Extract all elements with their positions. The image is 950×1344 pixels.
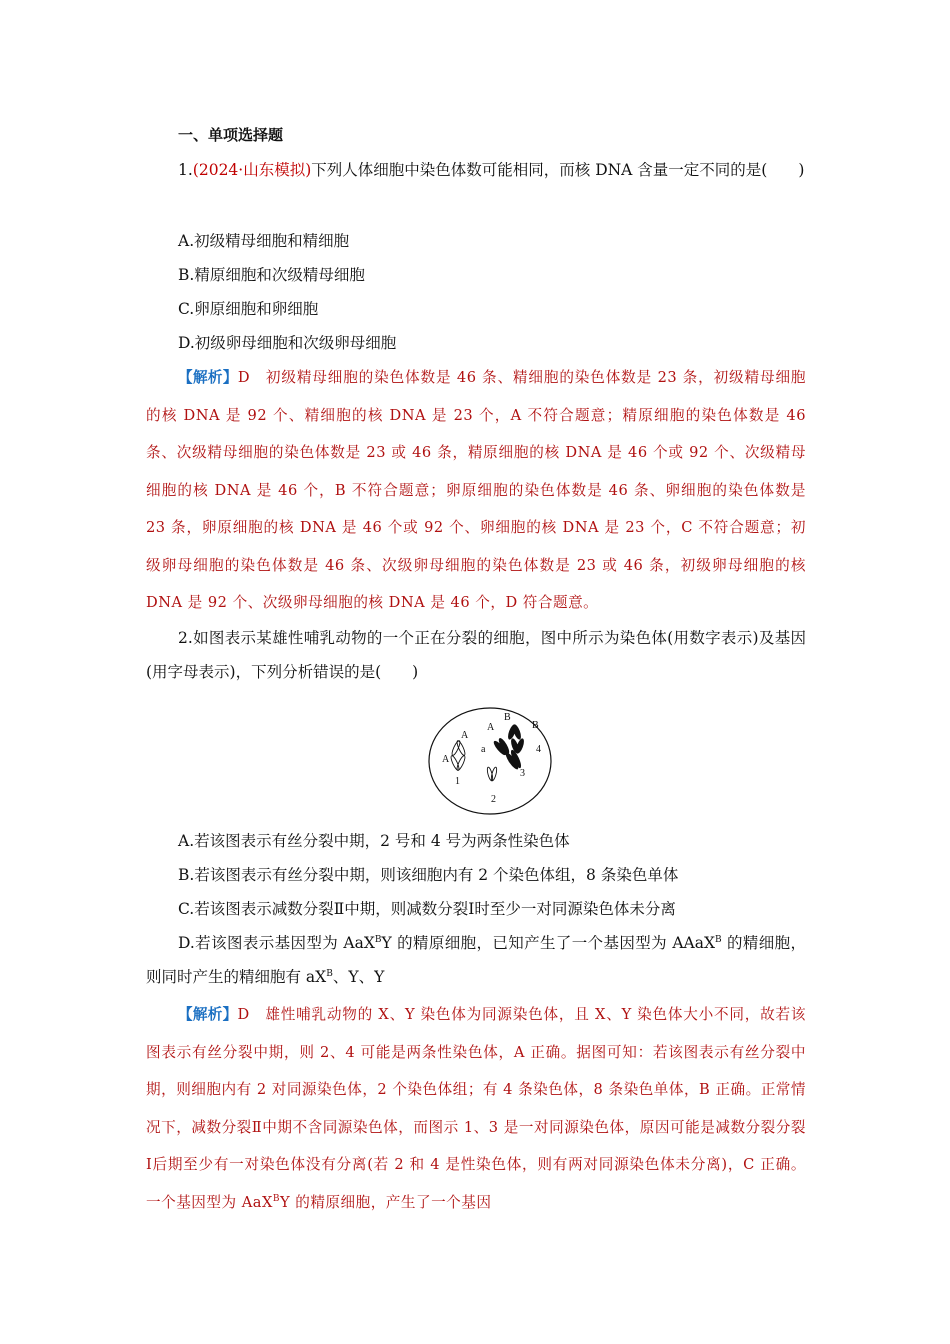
q1-option-a: A.初级精母细胞和精细胞 [178,232,350,250]
q1-analysis [146,359,806,622]
analysis-answer: D [237,369,251,386]
analysis-text: Y 的精原细胞，产生了一个基因 [279,1193,492,1211]
analysis-tag: 【解析】 [178,1006,238,1023]
analysis-answer: D [237,1006,250,1023]
label-gene-B: B [504,712,511,723]
label-chromosome-3: 3 [520,768,525,779]
q2-option-d-text: 的精细胞，则同时产生的精细胞有 aX [146,934,806,986]
chromosome-4 [506,723,525,754]
question-2-stem: 2.如图表示某雄性哺乳动物的一个正在分裂的细胞，图中所示为染色体(用数字表示)及基因(用字母表示)，下列分析错误的是( ) [146,629,806,681]
chromosome-2 [486,767,497,782]
analysis-tag: 【解析】 [178,369,238,386]
question-1-number: 1. [178,161,193,179]
q2-option-d-text: D.若该图表示基因型为 AaX [178,934,375,952]
superscript: B [326,968,333,979]
analysis-text: 雄性哺乳动物的 X、Y 染色体为同源染色体，且 X、Y 染色体大小不同，故若该图表示有丝分裂中期，则 2、4 可能是两条性染色体，A 正确。据图可知：若该图表示有丝分裂中期，则细胞内有 2 对同源染色体，2 个染色体组；有 4 条染色体，8 条染色单体，B 正确。正常情况下，减数分裂Ⅱ中期不含同源染色体，而图示 1、3 是一对同源染色体，原因可能是减数分裂分裂Ⅰ后期至少有一对染色体没有分离(若 2 和 4 是性染色体，则有两对同源染色体未分离)，C 正确。一个基因型为 AaX [146,1006,806,1211]
q1-option-b: B.精原细胞和次级精母细胞 [178,266,365,284]
q1-option-c: C.卵原细胞和卵细胞 [178,300,319,318]
analysis-text: 初级精母细胞的染色体数是 46 条、精细胞的染色体数是 23 条，初级精母细胞的核 DNA 是 92 个、精细胞的核 DNA 是 23 个，A 不符合题意；精原细胞的染色体数是 46 条、次级精母细胞的染色体数是 23 或 46 条，精原细胞的核 DNA 是 46 个或 92 个、次级精母细胞的核 DNA 是 46 个，B 不符合题意；卵原细胞的染色体数是 46 条、卵细胞的染色体数是 23 条，卵原细胞的核 DNA 是 46 个或 92 个、卵细胞的核 DNA 是 23 个，C 不符合题意；初级卵母细胞的染色体数是 46 条、次级卵母细胞的染色体数是 23 或 46 条，初级卵母细胞的核 DNA 是 92 个、次级卵母细胞的核 DNA 是 46 个，D 符合题意。 [146,369,806,611]
label-gene-B: B [532,720,539,731]
superscript: B [374,934,382,945]
label-chromosome-2: 2 [491,794,496,805]
cell-division-figure [428,706,554,816]
question-1-stem [146,153,806,187]
label-chromosome-1: 1 [455,776,460,787]
label-gene-A: A [461,730,469,741]
q2-option-c: C.若该图表示减数分裂Ⅱ中期，则减数分裂Ⅰ时至少一对同源染色体未分离 [178,900,676,918]
q1-option-d: D.初级卵母细胞和次级卵母细胞 [178,334,397,352]
label-gene-A: A [442,754,450,765]
q2-option-b: B.若该图表示有丝分裂中期，则该细胞内有 2 个染色体组，8 条染色单体 [178,866,679,884]
superscript: B [715,934,722,945]
label-gene-a: a [481,744,486,755]
section-title: 一、单项选择题 [178,126,284,144]
chromosome-1 [450,740,467,771]
q2-option-d-text: Y 的精原细胞，已知产生了一个基因型为 AAaX [381,934,716,952]
q2-option-a: A.若该图表示有丝分裂中期，2 号和 4 号为两条性染色体 [178,832,570,850]
q2-option-d-text: 、Y、Y [332,968,385,986]
superscript: B [272,1193,280,1204]
chromosome-3 [492,737,523,771]
q2-analysis [146,996,806,1221]
label-chromosome-4: 4 [536,744,541,755]
question-1-source: (2024·山东模拟) [192,161,312,179]
label-gene-A: A [487,722,495,733]
q2-option-d [146,926,806,994]
question-1-text: 下列人体细胞中染色体数可能相同，而核 DNA 含量一定不同的是( ) [311,161,805,179]
